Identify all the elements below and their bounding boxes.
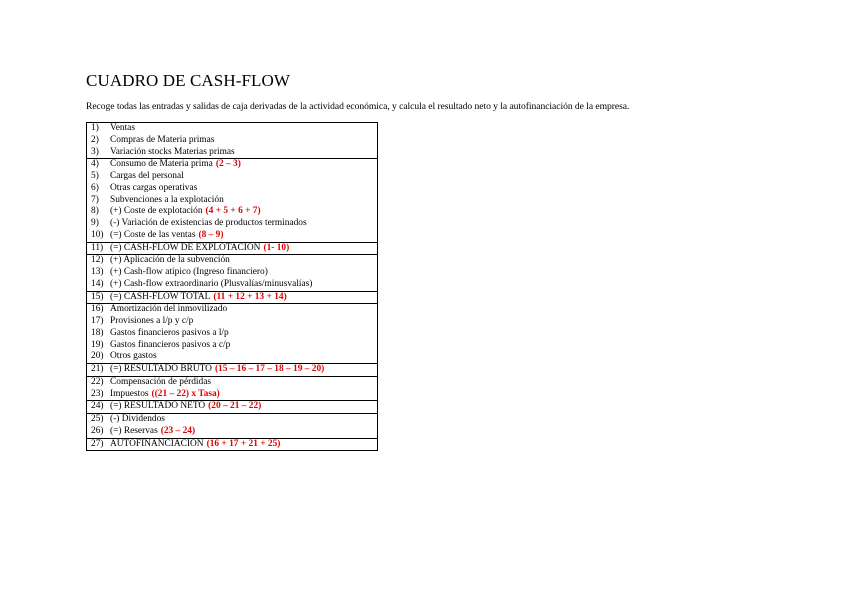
- row-number: 4): [91, 159, 99, 170]
- row-label: Otros gastos: [110, 351, 157, 362]
- table-row-group: [87, 438, 377, 451]
- row-label: Otras cargas operativas: [110, 182, 198, 193]
- row-number: 2): [91, 134, 99, 145]
- row-formula: (23 – 24): [160, 425, 196, 436]
- table-row: [87, 414, 377, 426]
- table-row: [87, 389, 377, 401]
- row-number: 16): [91, 304, 104, 315]
- row-number: 13): [91, 267, 104, 277]
- row-formula: (20 – 21 – 22): [208, 401, 262, 412]
- table-row-group: [87, 254, 377, 290]
- table-row: [87, 401, 377, 413]
- table-row: [87, 255, 377, 267]
- row-label: (=) CASH-FLOW DE EXPLOTACIÓN: [110, 242, 261, 253]
- table-row-group: [87, 363, 377, 376]
- row-label: (=) Coste de las ventas: [110, 229, 196, 240]
- row-label: (=) RESULTADO BRUTO: [110, 364, 212, 374]
- page-title: CUADRO DE CASH-FLOW: [86, 71, 291, 90]
- table-row-group: [87, 291, 377, 304]
- row-number: 9): [91, 218, 99, 228]
- row-formula: (2 – 3): [215, 159, 241, 170]
- table-row: [87, 364, 377, 376]
- row-number: 3): [91, 146, 99, 157]
- table-row: [87, 206, 377, 218]
- table-row-group: [87, 123, 377, 158]
- row-number: 17): [91, 316, 104, 326]
- table-row: [87, 279, 377, 291]
- row-number: 18): [91, 327, 104, 338]
- row-label: Amortización del inmovilizado: [110, 304, 228, 315]
- table-row: [87, 123, 377, 135]
- row-label: Gastos financieros pasivos a c/p: [110, 339, 231, 350]
- row-label: Impuestos: [110, 388, 149, 399]
- row-label: Subvenciones a la explotación: [110, 194, 224, 205]
- row-number: 10): [91, 229, 104, 240]
- row-label: Variación stocks Materias primas: [110, 146, 235, 157]
- table-row-group: [87, 158, 377, 241]
- row-number: 27): [91, 438, 104, 449]
- row-number: 1): [91, 123, 99, 133]
- row-number: 25): [91, 414, 104, 424]
- row-label: (+) Cash-flow extraordinario (Plusvalías/minusvalías): [110, 278, 313, 289]
- table-row: [87, 147, 377, 159]
- table-row: [87, 230, 377, 242]
- row-number: 23): [91, 388, 104, 399]
- row-label: Compensación de pérdidas: [110, 376, 212, 387]
- row-label: (+) Cash-flow atípico (Ingreso financiero): [110, 267, 268, 277]
- table-row: [87, 171, 377, 183]
- row-formula: (15 – 16 – 17 – 18 – 19 – 20): [214, 364, 325, 374]
- row-formula: (1- 10): [263, 242, 290, 253]
- table-row: [87, 195, 377, 207]
- row-label: (+) Coste de explotación: [110, 206, 203, 217]
- table-row: [87, 377, 377, 389]
- row-label: Provisiones a l/p y c/p: [110, 316, 194, 326]
- table-row: [87, 292, 377, 304]
- table-row-group: [87, 376, 377, 401]
- row-number: 19): [91, 339, 104, 350]
- row-label: (=) CASH-FLOW TOTAL: [110, 291, 211, 302]
- row-formula: (11 + 12 + 13 + 14): [213, 291, 287, 302]
- row-formula: (4 + 5 + 6 + 7): [205, 206, 261, 217]
- row-label: (+) Aplicación de la subvención: [110, 255, 230, 266]
- row-formula: (16 + 17 + 21 + 25): [206, 438, 281, 449]
- table-row: [87, 135, 377, 147]
- row-number: 6): [91, 182, 99, 193]
- row-number: 12): [91, 255, 104, 266]
- row-label: Compras de Materia primas: [110, 134, 215, 145]
- table-row: [87, 328, 377, 340]
- row-label: Consumo de Materia prima: [110, 159, 213, 170]
- row-number: 14): [91, 278, 104, 289]
- row-number: 7): [91, 194, 99, 205]
- row-label: (=) RESULTADO NETO: [110, 401, 206, 412]
- row-number: 26): [91, 425, 104, 436]
- table-row-group: [87, 413, 377, 438]
- row-label: (=) Reservas: [110, 425, 158, 436]
- row-number: 21): [91, 364, 104, 374]
- row-number: 8): [91, 206, 99, 217]
- row-number: 24): [91, 401, 104, 412]
- row-label: Ventas: [110, 123, 135, 133]
- row-number: 15): [91, 291, 104, 302]
- table-row-group: [87, 400, 377, 413]
- row-number: 22): [91, 376, 104, 387]
- table-row: [87, 159, 377, 171]
- table-row: [87, 183, 377, 195]
- table-row: [87, 243, 377, 255]
- row-formula: ((21 – 22) x Tasa): [151, 388, 220, 399]
- row-label: AUTOFINANCIACIÓN: [110, 438, 204, 449]
- table-row: [87, 218, 377, 230]
- row-label: (-) Variación de existencias de productos terminados: [110, 218, 307, 228]
- table-row: [87, 267, 377, 279]
- row-label: Gastos financieros pasivos a l/p: [110, 327, 229, 338]
- row-number: 20): [91, 351, 104, 362]
- cash-flow-table: [86, 122, 378, 451]
- row-formula: (8 – 9): [198, 229, 224, 240]
- intro-paragraph: Recoge todas las entradas y salidas de caja derivadas de la actividad económica, y calcula el resultado neto y la autofinanciación de la empresa.: [86, 101, 630, 112]
- row-number: 11): [91, 242, 104, 253]
- row-label: (-) Dividendos: [110, 414, 165, 424]
- table-row-group: [87, 242, 377, 255]
- table-row: [87, 439, 377, 451]
- row-label: Cargas del personal: [110, 171, 184, 181]
- table-row: [87, 426, 377, 438]
- table-row: [87, 316, 377, 328]
- table-row: [87, 340, 377, 352]
- table-row-group: [87, 303, 377, 363]
- table-row: [87, 304, 377, 316]
- table-row: [87, 351, 377, 363]
- row-number: 5): [91, 171, 99, 181]
